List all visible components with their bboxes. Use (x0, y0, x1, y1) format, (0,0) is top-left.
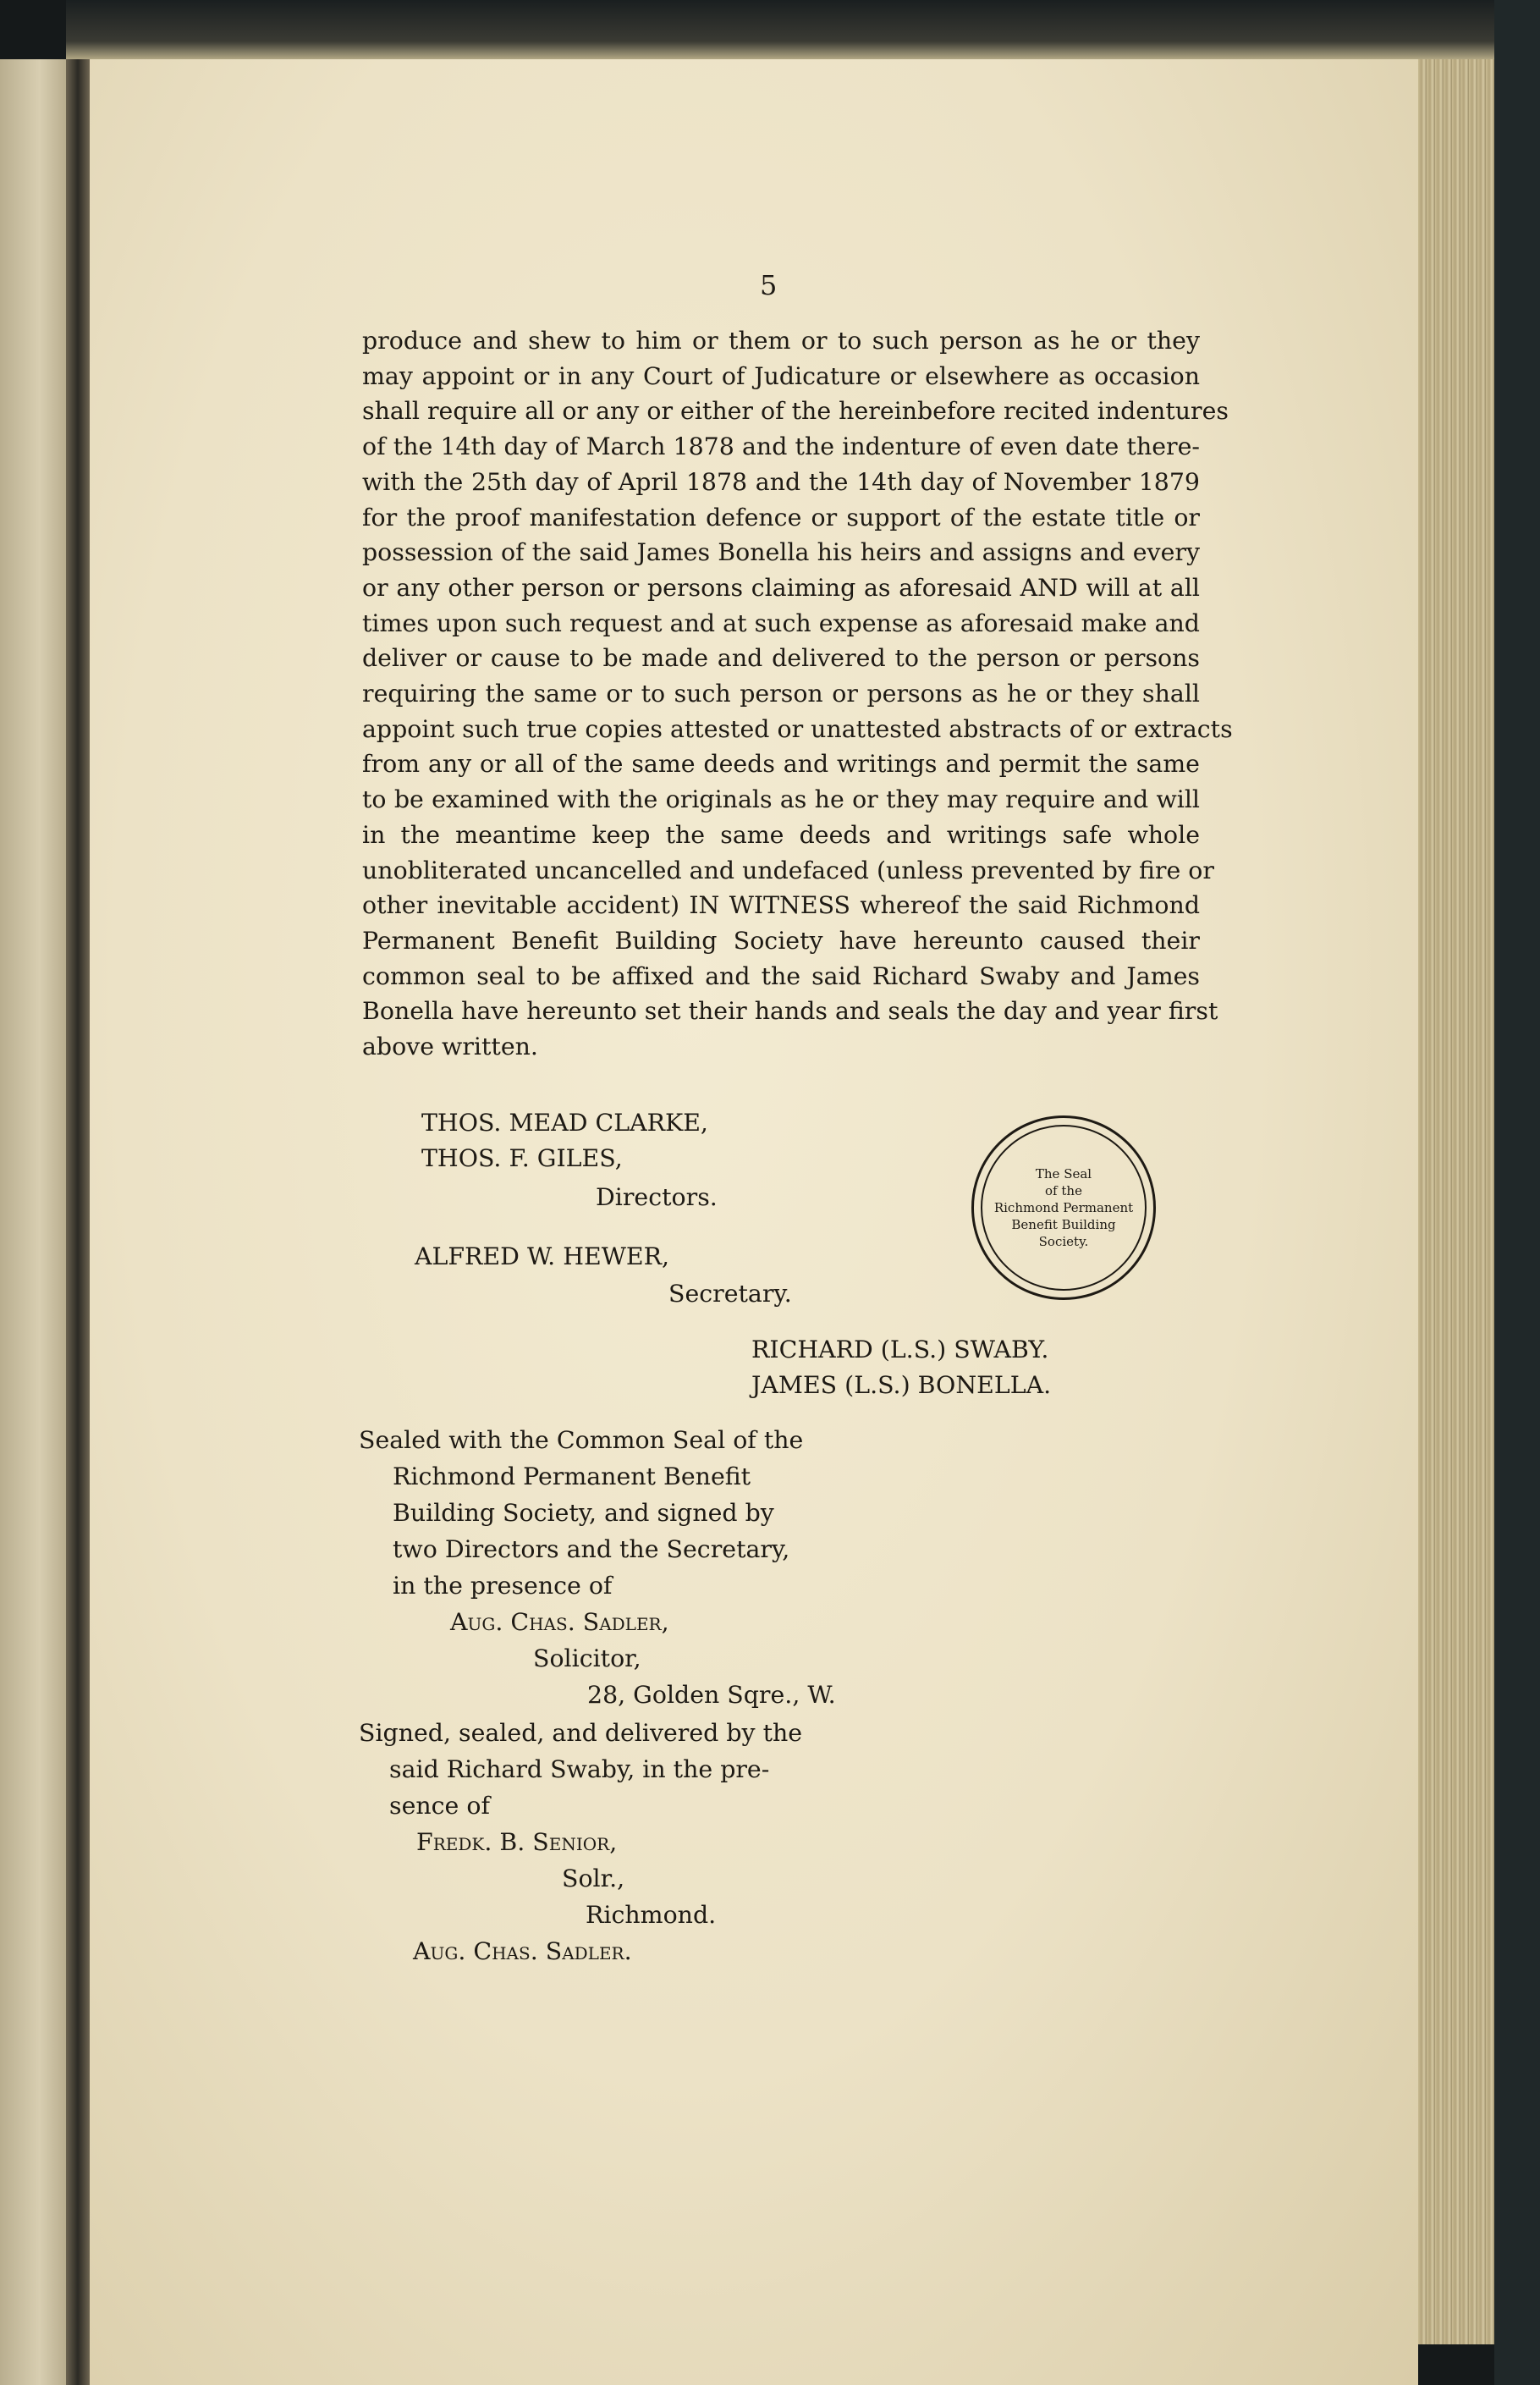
body-line: times upon such request and at such expense as aforesaid make and (362, 609, 1200, 637)
director-signature-1: THOS. MEAD CLARKE, (421, 1109, 708, 1137)
witness-address: 28, Golden Sqre., W. (587, 1681, 836, 1709)
body-line: appoint such true copies attested or unattested abstracts of or extracts (362, 714, 1233, 743)
page-edges (1418, 59, 1494, 2344)
body-line: requiring the same or to such person or persons as he or they shall (362, 680, 1200, 708)
body-line: other inevitable accident) IN WITNESS whereof the said Richmond (362, 891, 1200, 920)
society-seal (971, 1115, 1156, 1300)
party-signature-swaby: RICHARD (L.S.) SWABY. (751, 1336, 1049, 1363)
attestation-line: Sealed with the Common Seal of the (359, 1426, 804, 1454)
seal-text: Benefit Building (1011, 1217, 1116, 1232)
body-line: produce and shew to him or them or to such person as he or they (362, 327, 1200, 355)
body-line: shall require all or any or either of the hereinbefore recited indentures (362, 397, 1229, 426)
body-line: or any other person or persons claiming as aforesaid AND will at all (362, 573, 1200, 602)
body-line: Permanent Benefit Building Society have hereunto caused their (362, 926, 1200, 955)
body-line: with the 25th day of April 1878 and the 14th day of November 1879 (362, 467, 1200, 496)
attestation-line: said Richard Swaby, in the pre- (389, 1755, 770, 1783)
body-line: deliver or cause to be made and delivered to the person or persons (362, 644, 1200, 673)
book-gutter (66, 59, 90, 2385)
seal-text: of the (1045, 1183, 1082, 1198)
witness-title: Solicitor, (533, 1644, 641, 1672)
body-line: of the 14th day of March 1878 and the indenture of even date there- (362, 432, 1200, 461)
page-number: 5 (760, 269, 778, 301)
seal-text: Richmond Permanent (993, 1200, 1134, 1215)
attestation-line: Richmond Permanent Benefit (393, 1462, 751, 1490)
seal-text: Society. (1038, 1234, 1089, 1249)
society-seal-inner (981, 1125, 1147, 1291)
attestation-clause-1 (359, 1422, 836, 1713)
book-top-edge (66, 0, 1494, 59)
witness-name: Fredk. B. Senior, (416, 1828, 618, 1856)
attestation-clause-2 (359, 1715, 802, 1969)
seal-text: The Seal (1035, 1166, 1092, 1181)
attestation-line: Signed, sealed, and delivered by the (359, 1719, 803, 1747)
body-line: may appoint or in any Court of Judicature or elsewhere as occasion (362, 361, 1200, 390)
attestation-line: in the presence of (393, 1572, 613, 1600)
body-line: from any or all of the same deeds and writings and permit the same (362, 750, 1200, 779)
body-line: possession of the said James Bonella his heirs and assigns and every (362, 538, 1200, 567)
party-signature-bonella: JAMES (L.S.) BONELLA. (751, 1371, 1052, 1399)
body-line: Bonella have hereunto set their hands and seals the day and year first (362, 997, 1218, 1026)
body-line: unobliterated uncancelled and undefaced (unless prevented by fire or (362, 856, 1214, 884)
body-line: in the meantime keep the same deeds and writings safe whole (362, 820, 1200, 849)
body-line: for the proof manifestation defence or support of the estate title or (362, 503, 1200, 532)
directors-label: Directors. (596, 1183, 718, 1211)
director-signature-2: THOS. F. GILES, (421, 1144, 623, 1172)
book-cover (1494, 0, 1540, 2385)
body-line: above written. (362, 1033, 538, 1061)
attestation-line: sence of (389, 1792, 490, 1820)
secretary-signature: ALFRED W. HEWER, (415, 1242, 669, 1270)
body-line: common seal to be affixed and the said Richard Swaby and James (362, 961, 1200, 990)
body-text (362, 323, 1233, 1065)
body-line: to be examined with the originals as he or they may require and will (362, 785, 1200, 814)
second-witness-name: Aug. Chas. Sadler. (413, 1937, 632, 1965)
attestation-line: two Directors and the Secretary, (393, 1535, 790, 1563)
attestation-line: Building Society, and signed by (393, 1499, 774, 1527)
secretary-label: Secretary. (668, 1280, 792, 1308)
witness-place: Richmond. (586, 1901, 717, 1929)
left-page-edge (0, 59, 66, 2385)
witness-name: Aug. Chas. Sadler, (450, 1608, 669, 1636)
witness-title: Solr., (562, 1864, 625, 1892)
